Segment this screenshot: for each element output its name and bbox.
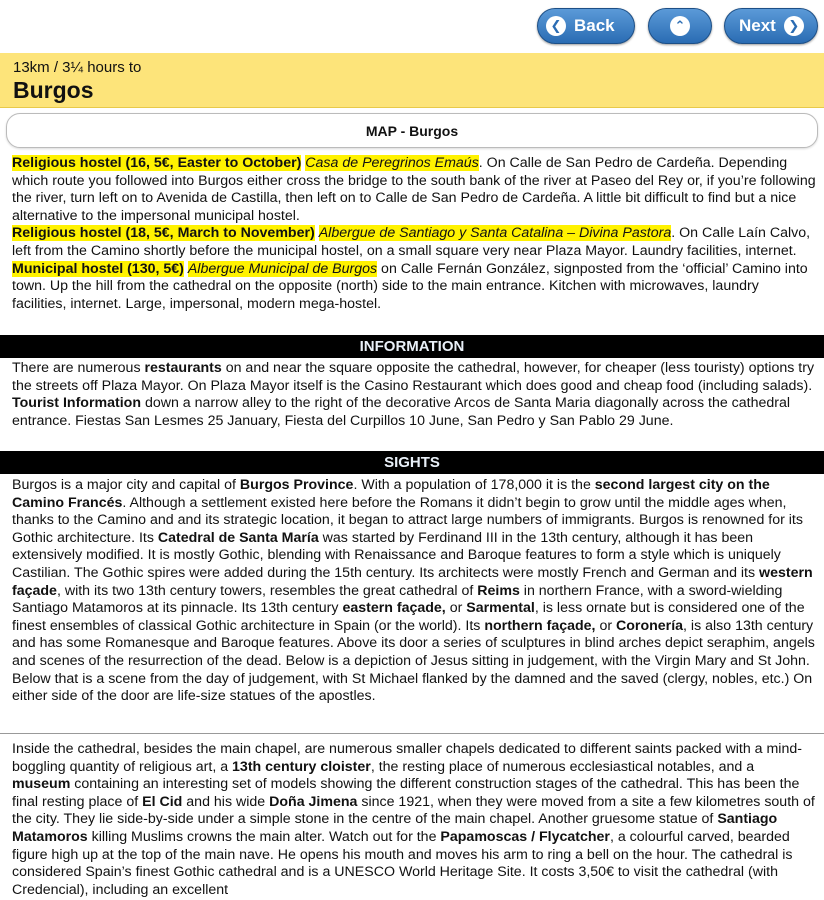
hostel-name: Religious hostel (16, 5€, Easter to October) xyxy=(12,155,302,171)
text-run: , with its two 13th century towers, resembles the great cathedral of xyxy=(56,582,478,599)
bold-run: 13th century cloister xyxy=(232,758,371,775)
bold-run: museum xyxy=(12,776,71,793)
hostel-alias: Albergue de Santiago y Santa Catalina – Divina Pastora xyxy=(318,225,672,242)
bold-run: Reims xyxy=(477,582,520,599)
text-run: or xyxy=(595,617,617,634)
information-heading: INFORMATION xyxy=(0,335,824,358)
bold-run: Doña Jimena xyxy=(269,793,358,810)
text-run: or xyxy=(445,600,467,617)
text-run: in northern France, with a sword-wielding Santiago Matamoros at its pinnacle. Its 13th century xyxy=(12,582,783,617)
hostel-description: . On Calle de San Pedro de Cardeña. Depending which route you followed into Burgos either cross the bridge to the south bank of the river at Paseo del Rey or, if you’re following the river, turn left on to Avenida de Castilla, then left on to Calle de San Pedro de Cardeña. A little bit difficult to find but a nice alternative to the impersonal municipal hostel. xyxy=(12,155,816,224)
text-run: containing an interesting set of models showing the different construction stages of the cathedral. This has been the final resting place of xyxy=(12,776,800,810)
chevron-right-icon: ❯ xyxy=(784,16,804,36)
bold-run: Santiago Matamoros xyxy=(12,811,778,845)
info-bold: Tourist Information xyxy=(12,395,141,412)
bold-run: Papamoscas / Flycatcher xyxy=(440,828,610,845)
stage-distance: 13km / 3¼ hours to xyxy=(13,59,142,76)
information-text xyxy=(12,360,816,430)
text-run: . Although a settlement existed here before the Romans it didn’t begin to grow until the middle ages when, thanks to the Camino and and its strategic location, it began to attract large numbers of immigrants. Burgos is renowned for its Gothic architecture. Its xyxy=(12,494,803,546)
text-run: Burgos is a major city and capital of xyxy=(12,477,240,493)
top-navigation-bar xyxy=(0,0,824,53)
info-text: There are numerous xyxy=(12,360,145,376)
next-button[interactable] xyxy=(724,8,818,44)
sights-paragraph-2 xyxy=(12,741,816,899)
sights-paragraph-1 xyxy=(12,477,816,706)
text-run: . With a population of 178,000 it is the xyxy=(353,477,595,493)
bold-run: northern façade, xyxy=(484,617,596,634)
text-run: , a colourful carved, bearded figure high up at the top of the main nave. He opens his mouth and moves his arm to ring a bell on the hour. The cathedral is considered Spain’s finest Gothic cathedral and is a UNESCO World Heritage Site. It costs 3,50€ to visit the cathedral (with Credencial), including an excellent xyxy=(12,828,793,898)
bold-run: Coronería xyxy=(616,617,684,634)
text-run: was started by Ferdinand III in the 13th century, although it has been extensively modified. It is mostly Gothic, blending with Renaissance and Baroque features to form a style which is uniquely Castilian. The Gothic spires were added during the 15th century. Its architects were mostly French and German and its xyxy=(12,529,781,581)
text-run: and his wide xyxy=(182,793,270,810)
hostel-name: Religious hostel (18, 5€, March to November) xyxy=(12,225,315,242)
back-label: Back xyxy=(574,16,615,35)
stage-header xyxy=(0,53,824,108)
text-run: killing Muslims crowns the main alter. Watch out for the xyxy=(87,828,441,845)
bold-run: Catedral de Santa María xyxy=(157,529,319,546)
text-run: , the resting place of numerous ecclesiastical notables, and a xyxy=(370,758,755,775)
bold-run: eastern façade, xyxy=(342,600,446,617)
map-button[interactable]: MAP - Burgos xyxy=(6,113,818,148)
bold-run: El Cid xyxy=(142,793,183,810)
hostel-entry xyxy=(12,225,816,260)
back-button[interactable] xyxy=(537,8,635,44)
hostel-alias: Albergue Municipal de Burgos xyxy=(187,260,378,277)
bold-run: western façade xyxy=(12,564,813,599)
sights-heading: SIGHTS xyxy=(0,451,824,474)
hostel-entry xyxy=(12,155,816,225)
info-bold: restaurants xyxy=(144,360,222,376)
chevron-up-icon: ⌃ xyxy=(670,16,690,36)
info-text: down a narrow alley to the right of the decorative Arcos de Santa Maria diagonally across the cathedral entrance. Fiestas San Lesmes 25 January, Fiesta del Curpillos 10 June, San Pedro y San Pablo 29 June. xyxy=(12,395,791,429)
chevron-left-icon: ❮ xyxy=(546,16,566,36)
up-button[interactable] xyxy=(648,8,712,44)
hostel-name: Municipal hostel (130, 5€) xyxy=(12,260,184,277)
hostel-description: on Calle Fernán González, signposted from the ‘official’ Camino into town. Up the hill from the cathedral on the opposite (north) side to the main entrance. Kitchen with microwaves, laundry facilities, internet. Large, impersonal, modern mega-hostel. xyxy=(12,260,808,312)
bold-run: Sarmental xyxy=(466,600,535,617)
hostel-alias: Casa de Peregrinos Emaús xyxy=(305,155,479,171)
hostel-description: . On Calle Laín Calvo, left from the Camino shortly before the municipal hostel, on a small square very near Plaza Mayor. Laundry facilities, internet. xyxy=(12,225,811,259)
info-text: on and near the square opposite the cathedral, however, for cheaper (less touristy) options try the streets off Plaza Mayor. On Plaza Mayor itself is the Casino Restaurant which does good and cheap food (including salads). xyxy=(12,360,815,394)
text-run: , is also 13th century and has some Romanesque and Baroque features. Above its door a series of sculptures in blind arches depict seraphim, angels and scenes of the resurrection of the dead. Below is a depiction of Jesus sitting in judgement, with the Virgin Mary and St John. Below that is a scene from the day of judgement, with St Michael flanked by the damned and the saved (clergy, nobles, etc.) On either side of the door are life-size statues of the apostles. xyxy=(12,617,815,705)
divider xyxy=(0,733,824,734)
text-run: , is less ornate but is considered one of the finest ensembles of classical Gothic architecture in Spain (or the world). Its xyxy=(12,600,805,634)
hostels-section xyxy=(12,155,816,313)
text-run: since 1921, when they were moved from a site a few kilometres south of the city. They lie side-by-side under a simple stone in the centre of the main chapel. Another gruesome statue of xyxy=(12,793,815,828)
text-run: Inside the cathedral, besides the main chapel, are numerous smaller chapels dedicated to different saints packed with a mind-boggling quantity of religious art, a xyxy=(12,741,802,775)
bold-run: second largest city on the Camino Francés xyxy=(12,477,770,511)
next-label: Next xyxy=(739,16,776,35)
page-title: Burgos xyxy=(13,77,94,103)
bold-run: Burgos Province xyxy=(239,477,354,493)
hostel-entry xyxy=(12,261,816,314)
